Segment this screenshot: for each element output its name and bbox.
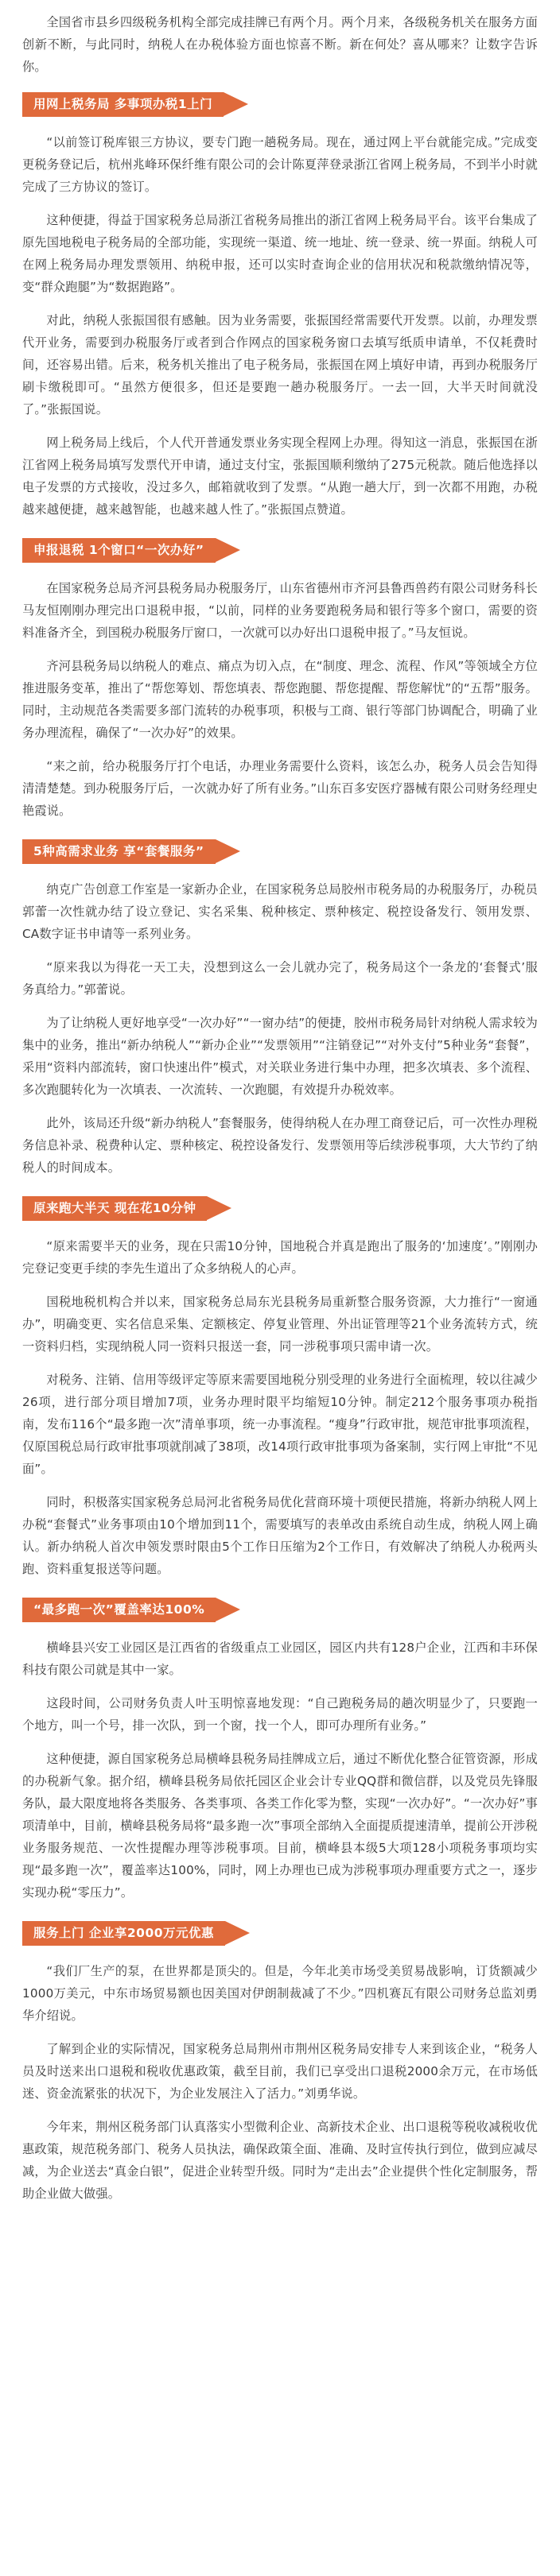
paragraph: 对税务、注销、信用等级评定等原来需要国地税分别受理的业务进行全面梳理，较以往减少26项，进行部分项目增加7项，业务办理时限平均缩短10分钟。制定212个服务事项办税指南，发布116个“最多跑一次”清单事项，统一办事流程。“瘦身”行政审批，规范审批事项流程，仅原国税总局行政审批事项就削减了38项，改14项行政审批事项为备案制，实行网上审批“不见面”。 (22, 1373, 538, 1476)
paragraph: 今年来，荆州区税务部门认真落实小型微利企业、高新技术企业、出口退税等税收减税收优惠政策，规范税务部门、税务人员执法，确保政策全面、准确、及时宣传执行到位，做到应减尽减，为企业送去“真金白银”，促进企业转型升级。同时为“走出去”企业提供个性化定制服务，帮助企业做大做强。 (22, 2120, 538, 2201)
section-title: “最多跑一次”覆盖率达100% (22, 1598, 216, 1622)
paragraph: 齐河县税务局以纳税人的难点、痛点为切入点，在“制度、理念、流程、作风”等领域全方位推进服务变革，推出了“帮您筹划、帮您填表、帮您跑腿、帮您提醒、帮您解忧”的“五帮”服务。同时，主动规范各类需要多部门流转的办税事项，积极与工商、银行等部门协调配合，明确了业务办理流程，确保了“一次办好”的效果。 (22, 659, 538, 740)
section-title: 原来跑大半天 现在花10分钟 (22, 1196, 207, 1221)
paragraph: 对此，纳税人张振国很有感触。因为业务需要，张振国经常需要代开发票。以前，办理发票代开业务，需要到办税服务厅或者到合作网点的国家税务窗口去填写纸质申请单，不仅耗费时间，还容易出错。后来，税务机关推出了电子税务局，张振国在网上填好申请，再到办税服务厅刷卡缴税即可。“虽然方便很多，但还是要跑一趟办税服务厅。一去一回，大半天时间就没了。”张振国说。 (22, 313, 538, 416)
section-title: 申报退税 1个窗口“一次办好” (22, 538, 216, 563)
paragraph: 了解到企业的实际情况，国家税务总局荆州市荆州区税务局安排专人来到该企业，“税务人员及时送来出口退税和税收优惠政策，截至目前，我们已享受出口退税2000余万元，在市场低迷、资金流紧张的状况下，为企业发展注入了活力。”刘勇华说。 (22, 2042, 538, 2101)
paragraph: “原来我以为得花一天工夫，没想到这么一会儿就办完了，税务局这个一条龙的‘套餐式’服务真给力。”郭蕾说。 (22, 960, 538, 997)
paragraph: 国税地税机构合并以来，国家税务总局东光县税务局重新整合服务资源，大力推行“一窗通办”，明确变更、实名信息采集、定额核定、停复业管理、外出证管理等21个业务流转方式，统一资料归档，实现纳税人同一资料只报送一套，同一涉税事项只需申请一次。 (22, 1295, 538, 1354)
paragraph: 同时，积极落实国家税务总局河北省税务局优化营商环境十项便民措施，将新办纳税人网上办税“套餐式”业务事项由10个增加到11个，需要填写的表单改由系统自动生成，纳税人网上确认。新办纳税人首次申领发票时限由5个工作日压缩为2个工作日，有效解决了纳税人办税两头跑、资料重复报送等问题。 (22, 1495, 538, 1576)
paragraph: 这种便捷，得益于国家税务总局浙江省税务局推出的浙江省网上税务局平台。该平台集成了原先国地税电子税务局的全部功能，实现统一渠道、统一地址、统一登录、统一界面。纳税人可在网上税务局办理发票领用、纳税申报，还可以实时查询企业的信用状况和税款缴纳情况等，变“群众跑腿”为“数据跑路”。 (22, 213, 538, 294)
section-6-title-wrap (22, 1921, 538, 1946)
paragraph: 网上税务局上线后，个人代开普通发票业务实现全程网上办理。得知这一消息，张振国在浙江省网上税务局填写发票代开申请，通过支付宝，张振国顺利缴纳了275元税款。随后他选择以电子发票的方式接收，没过多久，邮箱就收到了发票。“从跑一趟大厅，到一次都不用跑，办税越来越便捷，越来越智能，也越来越人性了。”张振国点赞道。 (22, 436, 538, 517)
paragraph: 横峰县兴安工业园区是江西省的省级重点工业园区，园区内共有128户企业，江西和丰环保科技有限公司就是其中一家。 (22, 1641, 538, 1677)
paragraph: 在国家税务总局齐河县税务局办税服务厅，山东省德州市齐河县鲁西兽药有限公司财务科长马友恒刚刚办理完出口退税申报，“以前，同样的业务要跑税务局和银行等多个窗口，需要的资料准备齐全，到国税办税服务厅窗口，一次就可以办好出口退税申报了。”马友恒说。 (22, 581, 538, 640)
section-3-title-wrap (22, 839, 538, 864)
paragraph: 为了让纳税人更好地享受“一次办好”“一窗办结”的便捷，胶州市税务局针对纳税人需求较为集中的业务，推出“新办纳税人”“新办企业”“发票领用”“注销登记”“对外支付”5种业务“套餐”，采用“资料内部流转，窗口快速出件”模式，对关联业务进行集中办理，把多次填表、多个流程、多次跑腿转化为一次填表、一次流转、一次跑腿，有效提升办税效率。 (22, 1016, 538, 1097)
paragraph: “以前签订税库银三方协议，要专门跑一趟税务局。现在，通过网上平台就能完成。”完成变更税务登记后，杭州兆峰环保纤维有限公司的会计陈夏萍登录浙江省网上税务局，不到半小时就完成了三方协议的签订。 (22, 135, 538, 194)
section-5-title-wrap (22, 1598, 538, 1622)
section-4-title-wrap (22, 1196, 538, 1221)
section-title: 服务上门 企业享2000万元优惠 (22, 1921, 225, 1946)
section-2-title-wrap (22, 538, 538, 563)
paragraph: 这种便捷，源自国家税务总局横峰县税务局挂牌成立后，通过不断优化整合征管资源，形成的办税新气象。据介绍，横峰县税务局依托园区企业会计专业QQ群和微信群，以及党员先锋服务队，最大限度地将各类服务、各类事项、各类工作化零为整，实现“一次办好”。“一次办好”事项清单中，目前，横峰县税务局将“最多跑一次”事项全部纳入全面提质提速清单，提前公开涉税业务服务规范、一次性提醒办理等涉税事项。目前，横峰县本级5大项128小项税务事项均实现“最多跑一次”，覆盖率达100%，同时，网上办理也已成为涉税事项办理重要方式之一，逐步实现办税“零压力”。 (22, 1752, 538, 1900)
section-title: 5种高需求业务 享“套餐服务” (22, 839, 216, 864)
paragraph: “来之前，给办税服务厅打个电话，办理业务需要什么资料，该怎么办，税务人员会告知得清清楚楚。到办税服务厅后，一次就办好了所有业务。”山东百多安医疗器械有限公司财务经理史艳霞说。 (22, 759, 538, 818)
paragraph: 纳克广告创意工作室是一家新办企业，在国家税务总局胶州市税务局的办税服务厅，办税员郭蕾一次性就办结了设立登记、实名采集、税种核定、票种核定、税控设备发行、领用发票、CA数字证书申请等一系列业务。 (22, 882, 538, 941)
section-title: 用网上税务局 多事项办税1上门 (22, 92, 224, 117)
paragraph: “我们厂生产的泵，在世界都是顶尖的。但是，今年北美市场受美贸易战影响，订货额减少1000万美元，中东市场贸易额也因美国对伊朗制裁减了不少。”四机赛瓦有限公司财务总监刘勇华介绍说。 (22, 1964, 538, 2023)
paragraph: 这段时间，公司财务负责人叶玉明惊喜地发现：“自己跑税务局的趟次明显少了，只要跑一个地方，叫一个号，排一次队，到一个窗，找一个人，即可办理所有业务。” (22, 1696, 538, 1733)
paragraph: 此外，该局还升级“新办纳税人”套餐服务，使得纳税人在办理工商登记后，可一次性办理税务信息补录、税费种认定、票种核定、税控设备发行、发票领用等后续涉税事项，大大节约了纳税人的时间成本。 (22, 1116, 538, 1175)
intro-paragraph: 全国省市县乡四级税务机构全部完成挂牌已有两个月。两个月来，各级税务机关在服务方面创新不断，与此同时，纳税人在办税体验方面也惊喜不断。新在何处？喜从哪来？让数字告诉你。 (22, 15, 538, 74)
section-1-title-wrap (22, 92, 538, 117)
paragraph: “原来需要半天的业务，现在只需10分钟，国地税合并真是跑出了服务的‘加速度’。”刚刚办完登记变更手续的李先生道出了众多纳税人的心声。 (22, 1239, 538, 1276)
